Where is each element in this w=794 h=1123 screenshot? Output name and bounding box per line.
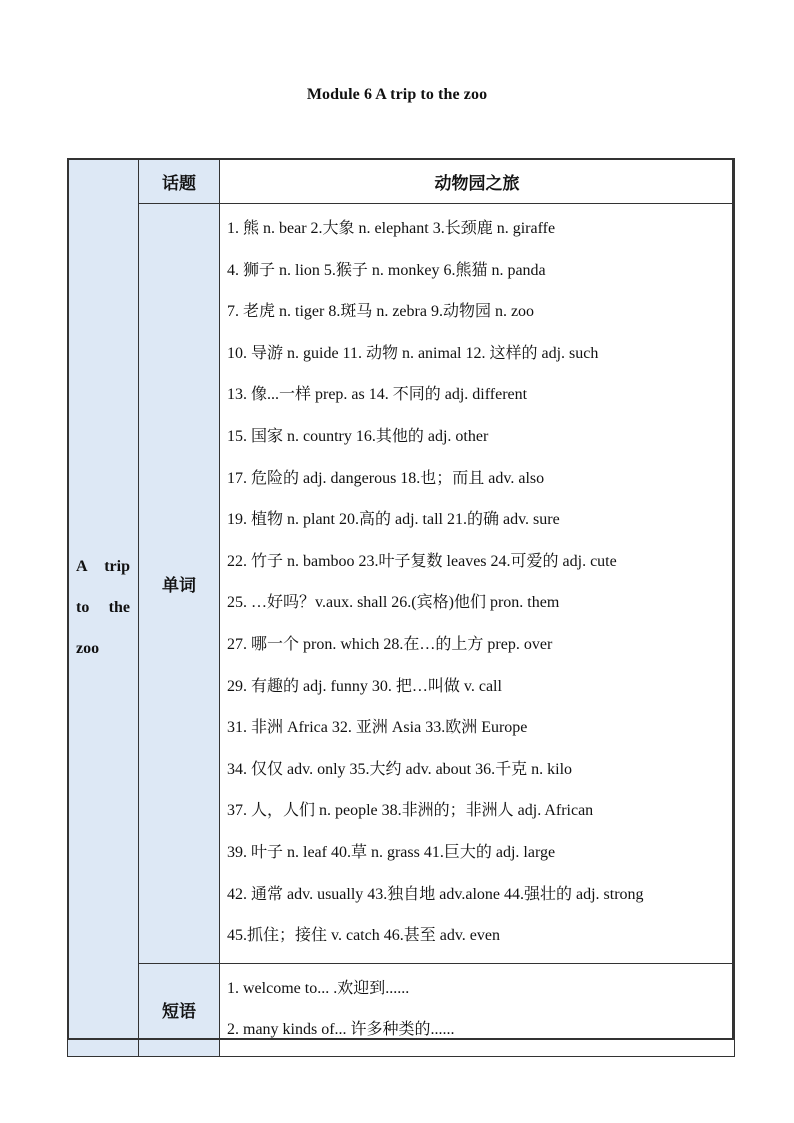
phrases-row — [68, 963, 735, 1056]
module-name-cell — [68, 159, 139, 1057]
vocab-line: 19. 植物 n. plant 20.高的 adj. tall 21.的确 adv. sure — [227, 511, 560, 529]
topic-value: 动物园之旅 — [220, 159, 735, 204]
vocabulary-label: 单词 — [139, 204, 220, 964]
phrases-label: 短语 — [139, 963, 220, 1056]
vocab-line: 13. 像...一样 prep. as 14. 不同的 adj. different — [227, 386, 528, 404]
vocab-line: 4. 狮子 n. lion 5.猴子 n. monkey 6.熊猫 n. panda — [227, 261, 546, 279]
vocabulary-table — [67, 158, 735, 1057]
module-line-1: A trip — [76, 557, 130, 575]
page-title: Module 6 A trip to the zoo — [306, 86, 488, 103]
vocab-line: 10. 导游 n. guide 11. 动物 n. animal 12. 这样的 adj. such — [227, 344, 599, 362]
phrase-line: 2. many kinds of... 许多种类的...... — [227, 1020, 455, 1038]
module-line-3: zoo — [76, 639, 100, 657]
vocab-line: 15. 国家 n. country 16.其他的 adj. other — [227, 427, 489, 445]
vocab-line: 37. 人，人们 n. people 38.非洲的；非洲人 adj. African — [227, 802, 594, 820]
vocab-line: 1. 熊 n. bear 2.大象 n. elephant 3.长颈鹿 n. giraffe — [227, 220, 556, 237]
vocab-line: 42. 通常 adv. usually 43.独自地 adv.alone 44.强壮的 adj. strong — [227, 885, 644, 903]
vocab-line: 29. 有趣的 adj. funny 30. 把…叫做 v. call — [227, 677, 502, 695]
vocab-line: 31. 非洲 Africa 32. 亚洲 Asia 33.欧洲 Europe — [227, 719, 528, 737]
vocab-line: 17. 危险的 adj. dangerous 18.也；而且 adv. also — [227, 469, 545, 487]
vocab-line: 34. 仅仅 adv. only 35.大约 adv. about 36.千克 n. kilo — [227, 760, 573, 778]
topic-label: 话题 — [139, 159, 220, 204]
vocab-line: 27. 哪一个 pron. which 28.在…的上方 prep. over — [227, 635, 553, 653]
vocab-line: 45.抓住；接住 v. catch 46.甚至 adv. even — [227, 927, 500, 945]
vocab-line: 25. …好吗？v.aux. shall 26.(宾格)他们 pron. them — [227, 594, 560, 612]
vocab-line: 22. 竹子 n. bamboo 23.叶子复数 leaves 24.可爱的 adj. cute — [227, 552, 617, 570]
vocab-line: 39. 叶子 n. leaf 40.草 n. grass 41.巨大的 adj. large — [227, 843, 556, 861]
vocabulary-row — [68, 204, 735, 964]
vocab-line: 7. 老虎 n. tiger 8.斑马 n. zebra 9.动物园 n. zoo — [227, 303, 535, 321]
phrases-list — [220, 963, 735, 1056]
phrase-line: 1. welcome to... .欢迎到...... — [227, 979, 410, 997]
vocabulary-list — [220, 204, 735, 964]
topic-row — [68, 159, 735, 204]
module-line-2: to the — [76, 598, 130, 616]
